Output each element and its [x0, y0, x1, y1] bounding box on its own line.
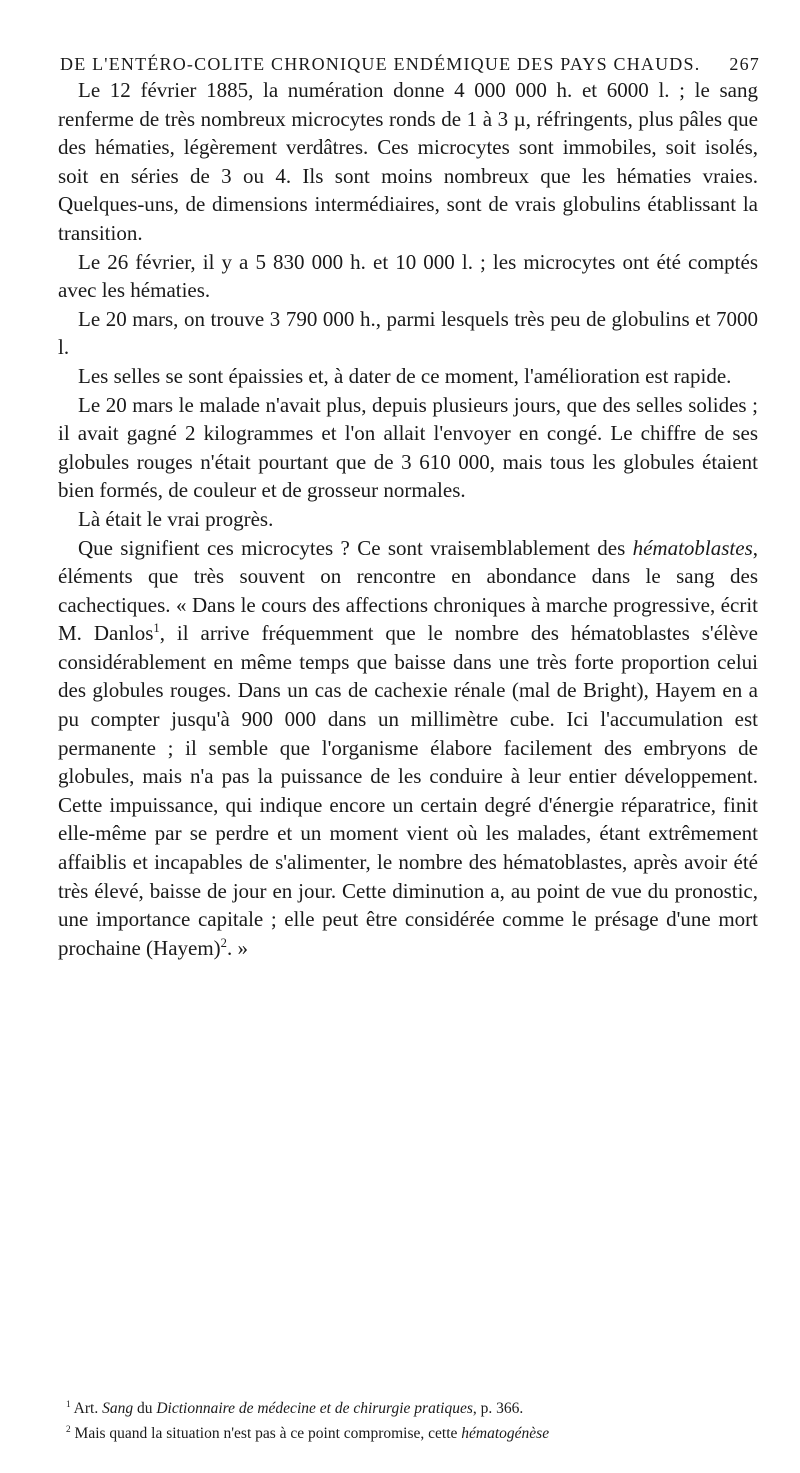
paragraph: Là était le vrai progrès. [78, 506, 274, 531]
paragraph: Le 20 mars, on trouve 3 790 000 h., parmi lesquels très peu de globulins et 7000 l. [58, 306, 758, 360]
text-run: Mais quand la situation n'est pas à ce point compromise, cette [70, 1425, 462, 1442]
paragraph: Le 20 mars le malade n'avait plus, depuis plusieurs jours, que des selles solides ; il avait gagné 2 kilogrammes et l'on allait l'envoyer en congé. Le chiffre de ses globules rouges n'était pourtant que de 3 610 000, mais tous les globules étaient bien formés, de couleur et de grosseur normales. [58, 392, 758, 503]
text-run: . » [226, 935, 248, 960]
footnote-mark: 2 [66, 1424, 71, 1435]
italic-term: Dictionnaire de médecine et de chirurgie pratiques [156, 1400, 473, 1417]
italic-term: hématogénèse [461, 1425, 550, 1442]
page-number: 267 [729, 54, 760, 74]
italic-term: hématoblastes [632, 535, 753, 560]
text-run: , il arrive fréquemment que le nombre des hématoblastes s'élève considérablement en même temps que baisse dans une très forte proportion celui des globules rouges. Dans un cas de cachexie rénale (mal de Bright), Hayem en a pu compter jusqu'à 900 000 dans un millimètre cube. Ici l'accumulation est permanente ; il semble que l'organisme élabore facilement des embryons de globules, mais n'a pas la puissance de les conduire à leur entier développement. Cette impuissance, qui indique encore un certain degré d'énergie réparatrice, finit elle-même par se perdre et un moment vient où les malades, étant extrêmement affaiblis et incapables de s'alimenter, le nombre des hématoblastes, après avoir été très élevé, baisse de jour en jour. Cette diminution a, au point de vue du pronostic, une importance capitale ; elle peut être considérée comme le présage d'une mort prochaine (Hayem) [58, 621, 759, 960]
main-text [58, 76, 758, 962]
footnotes [58, 1396, 758, 1446]
text-run: Que signifient ces microcytes ? Ce sont vraisemblablement des [78, 535, 633, 560]
text-run: du [133, 1400, 157, 1417]
paragraph: Le 26 février, il y a 5 830 000 h. et 10 000 l. ; les microcytes ont été comptés avec les hématies. [58, 249, 758, 303]
running-header [60, 54, 760, 75]
text-run: , p. 366. [472, 1400, 524, 1417]
footnote [58, 1421, 758, 1446]
footnote-mark: 1 [66, 1399, 71, 1410]
text-run: , éléments que très souvent on rencontre en abondance dans le sang des cachectiques. « Dans le cours des affections chroniques à marche progressive, écrit M. Danlos [58, 535, 758, 646]
footnote-ref[interactable]: 2 [220, 935, 227, 950]
paragraph: Les selles se sont épaissies et, à dater de ce moment, l'amélioration est rapide. [78, 363, 732, 388]
running-title: DE L'ENTÉRO-COLITE CHRONIQUE ENDÉMIQUE DES PAYS CHAUDS. [60, 54, 701, 74]
footnote-ref[interactable]: 1 [153, 621, 160, 636]
italic-term: Sang [102, 1400, 134, 1417]
paragraph [58, 534, 758, 963]
paragraph: Le 12 février 1885, la numération donne 4 000 000 h. et 6000 l. ; le sang renferme de très nombreux microcytes ronds de 1 à 3 µ, réfringents, plus pâles que des hématies, légèrement verdâtres. Ces microcytes sont immobiles, soit isolés, soit en séries de 3 ou 4. Ils sont moins nombreux que les hématies vraies. Quelques-uns, de dimensions intermédiaires, sont de vrais globulins établissant la transition. [58, 78, 758, 245]
footnote [58, 1396, 758, 1421]
text-run: Art. [70, 1400, 103, 1417]
